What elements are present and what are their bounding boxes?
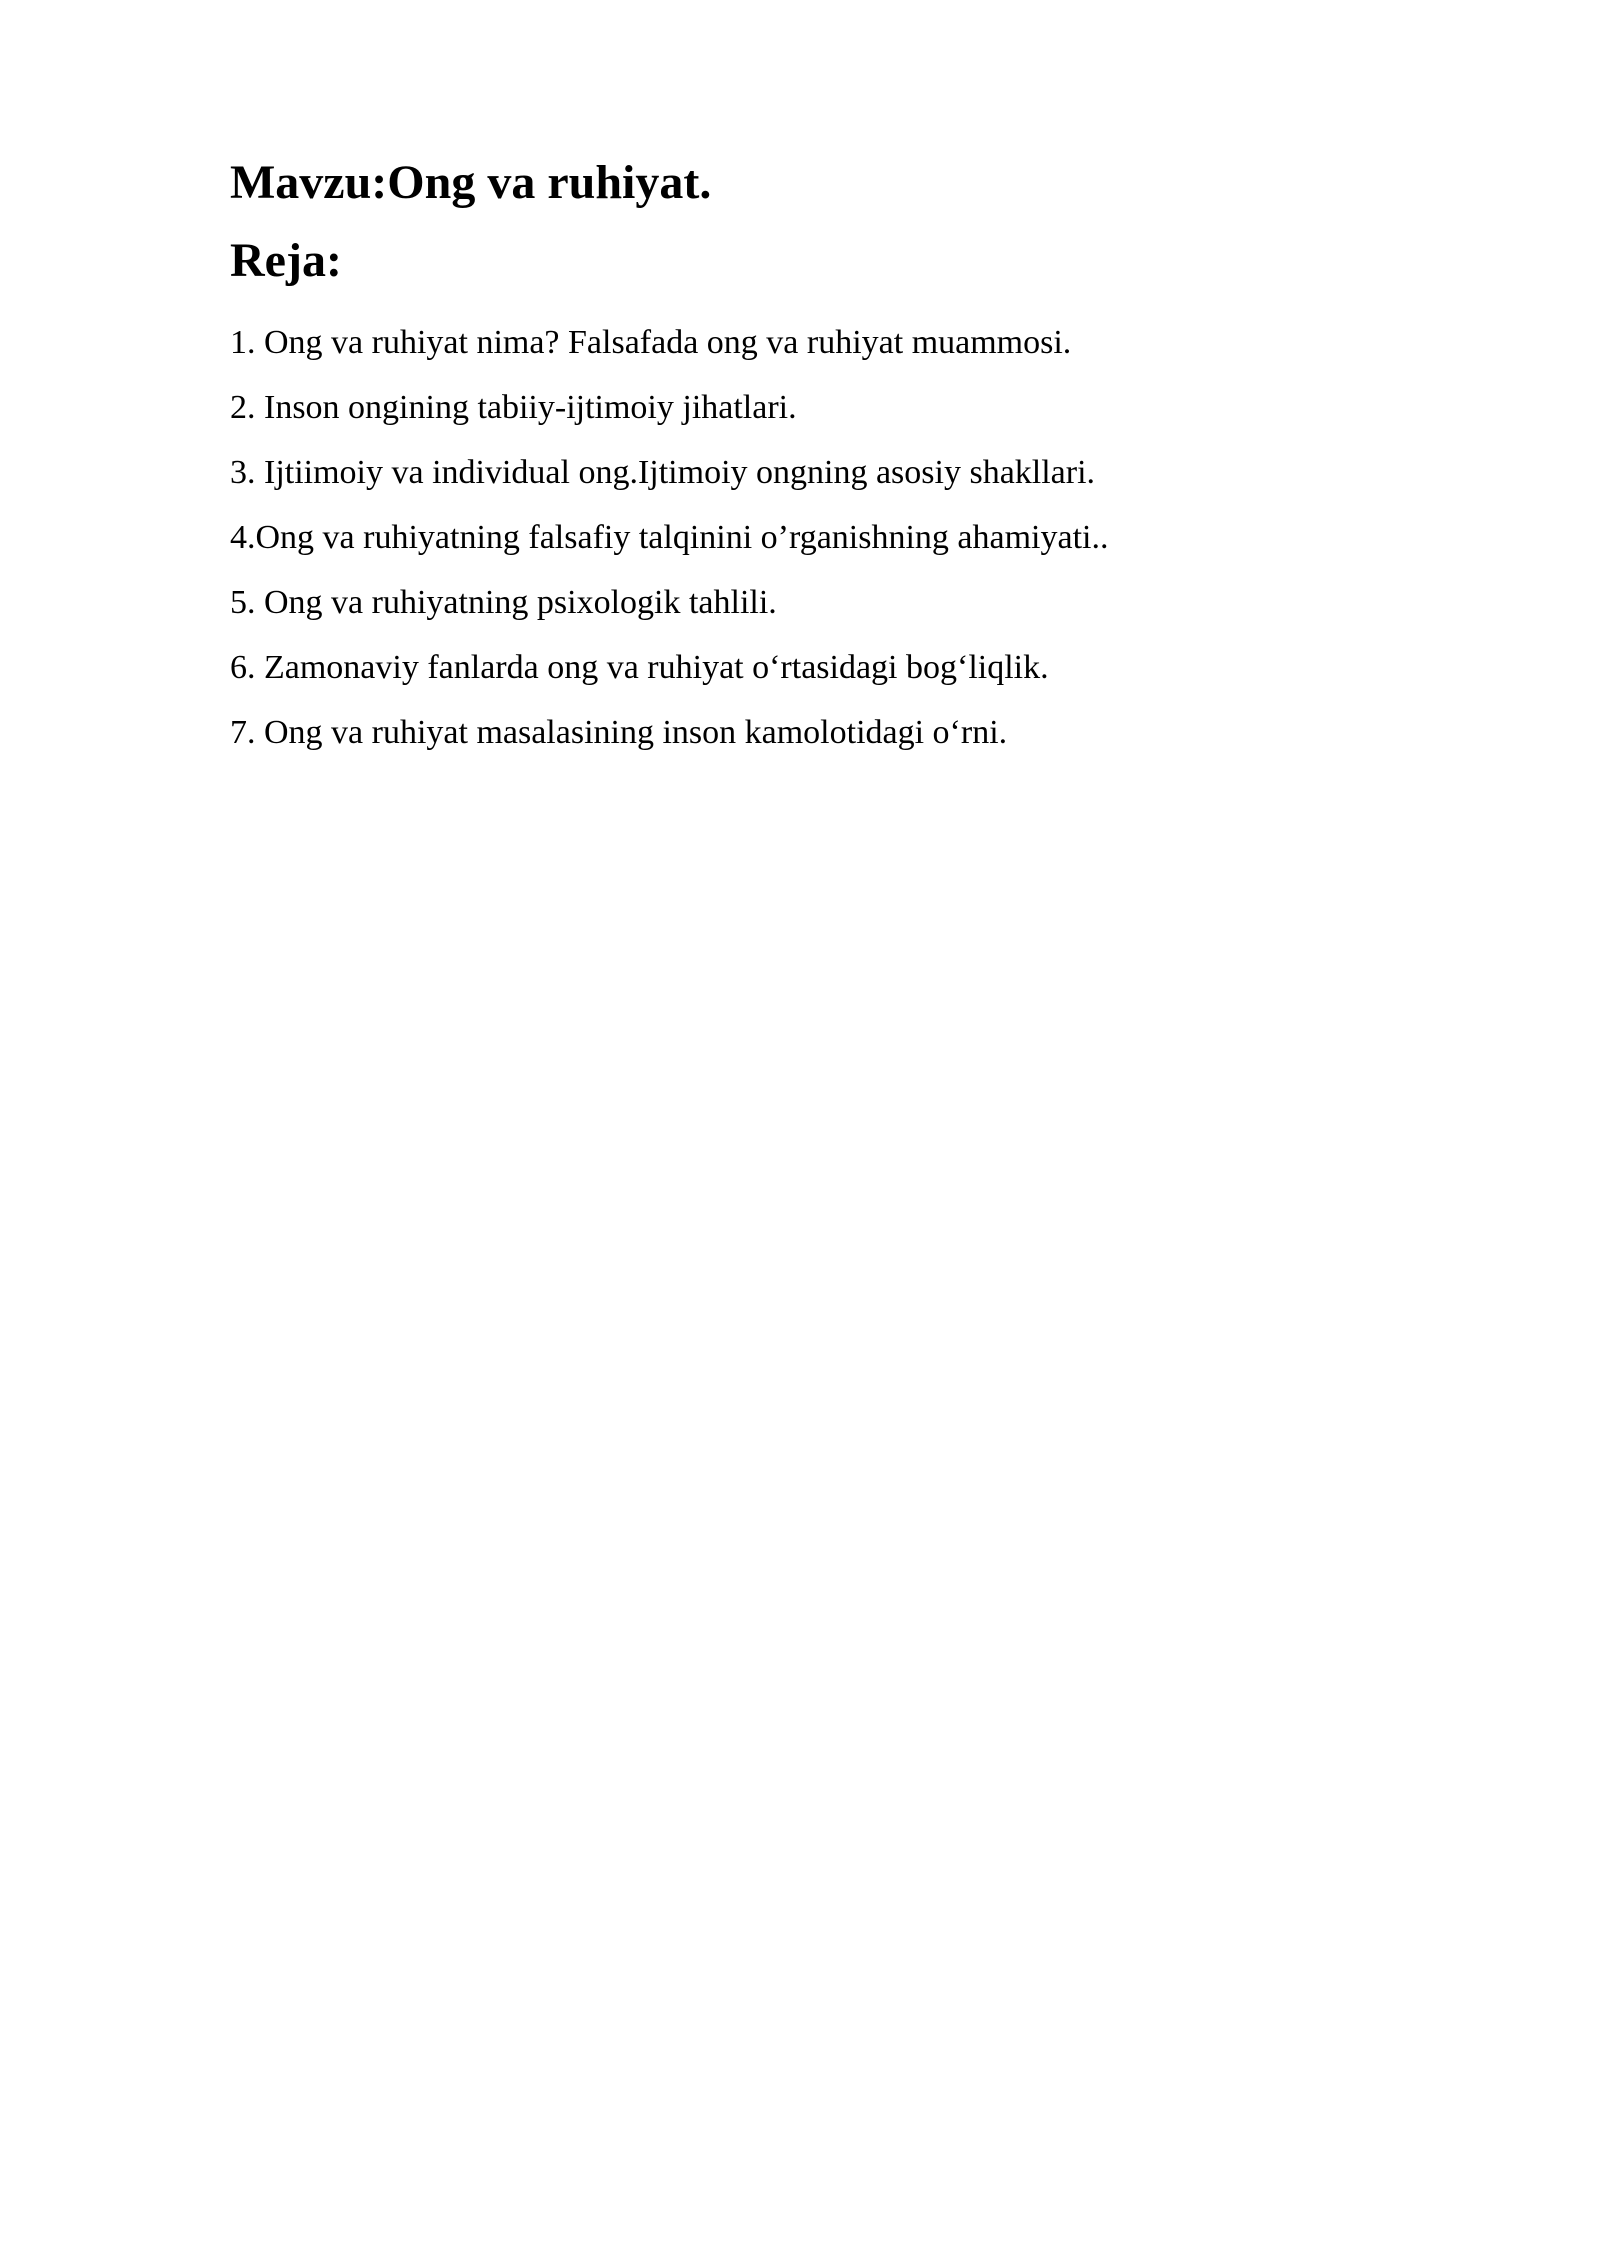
plan-item-3: 3. Ijtiimoiy va individual ong.Ijtimoiy ongning asosiy shakllari. [230, 454, 1096, 491]
plan-item-1: 1. Ong va ruhiyat nima? Falsafada ong va ruhiyat muammosi. [230, 324, 1072, 361]
plan-item-2: 2. Inson ongining tabiiy-ijtimoiy jihatlari. [230, 389, 797, 426]
plan-item-4: 4.Ong va ruhiyatning falsafiy talqinini o’rganishning ahamiyati.. [230, 519, 1109, 556]
document-title: Mavzu:Ong va ruhiyat. [230, 156, 712, 209]
document-content [230, 150, 1430, 765]
plan-item-5: 5. Ong va ruhiyatning psixologik tahlili. [230, 584, 777, 621]
plan-list [230, 310, 1430, 765]
plan-item-6: 6. Zamonaviy fanlarda ong va ruhiyat o‘rtasidagi bog‘liqlik. [230, 649, 1049, 686]
plan-heading: Reja: [230, 234, 342, 287]
plan-item-7: 7. Ong va ruhiyat masalasining inson kamolotidagi o‘rni. [230, 714, 1008, 751]
